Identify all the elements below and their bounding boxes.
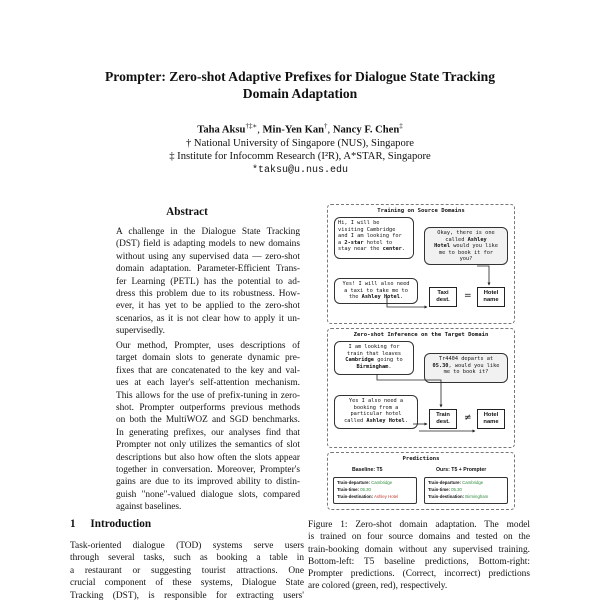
intro-line: Task-oriented dialogue (TOD) systems serve users: [70, 541, 304, 551]
abstract-line: against baselines.: [116, 502, 182, 513]
slot-label: dest.: [436, 297, 450, 303]
utterance-text: particular hotel: [350, 411, 402, 418]
prediction-slot: Train-time:: [428, 487, 450, 492]
utterance-text: .: [388, 363, 392, 370]
author-sep-2: ,: [327, 124, 331, 136]
paper-title: [60, 68, 540, 102]
utterance-highlight: center: [382, 246, 402, 253]
abstract-line: guish "none"-valued dialogue slots, compared: [116, 489, 300, 500]
utterance-text: would you like: [450, 243, 498, 250]
utterance-text: .: [401, 246, 405, 253]
abstract-line: This allows for the use of prefix-tuning in zero-: [116, 390, 300, 401]
panel-predictions-title: Predictions: [402, 456, 440, 462]
title-line-2: Domain Adaptation: [242, 86, 358, 101]
abstract-line: target domain slots to generate dynamic pre-: [116, 353, 300, 364]
utterance-text: called: [344, 417, 367, 424]
baseline-heading: Baseline: T5: [352, 467, 383, 473]
prediction-value: 05.30: [451, 487, 462, 492]
caption-line: are colored (green, red), respectively.: [308, 581, 448, 592]
abstract-line: supervisedly.: [116, 326, 165, 337]
utterance-highlight: 05.30: [432, 362, 449, 369]
utterance-text: Yes I also need a: [348, 398, 404, 404]
utterance-text: and I am looking for: [338, 233, 402, 240]
caption-line: train-booking domain without any supervised training.: [308, 544, 530, 555]
utterance-highlight: Ashley Hotel: [361, 294, 400, 301]
figure-1: [327, 204, 515, 511]
author-1: Taha Aksu: [197, 124, 246, 136]
utterance-text: Okay, there is one: [437, 230, 495, 236]
abstract-line: gains are due to its improved ability to distin-: [116, 477, 300, 488]
abstract-line: Prompter not only utilizes the semantics of slot: [116, 440, 300, 451]
intro-paragraph: [70, 540, 304, 602]
abstract-line: Our method, Prompter, uses descriptions of: [116, 341, 300, 351]
slot-label: dest.: [436, 419, 450, 425]
utterance-text: going to: [374, 357, 403, 364]
intro-line: through several tasks, such as booking a table in: [70, 553, 304, 564]
abstract-line: descriptions but also how often the slots appear: [116, 452, 300, 463]
utterance-highlight: 2-star: [344, 239, 364, 246]
utterance-highlight: Hotel: [434, 243, 451, 250]
utterance-highlight: Ashley: [467, 236, 487, 243]
abstract-line: without using any supervised data — zero-shot: [116, 251, 300, 262]
slot-label: Taxi: [437, 290, 449, 296]
utterance-text: stay near the: [338, 246, 383, 253]
author-block: [60, 120, 540, 177]
prediction-slot: Train-departure:: [428, 480, 461, 485]
intro-line: a restaurant or suggesting tourist attractions. One: [70, 565, 304, 576]
utterance-text: Yes! I will also need: [342, 281, 410, 287]
utterance-text: me to book it for: [438, 249, 494, 256]
title-line-1: Prompter: Zero-shot Adaptive Prefixes for Dialogue State Tracking: [104, 69, 496, 84]
abstract-line: fixes that are concatenated to the key and val-: [116, 365, 300, 376]
figure-arrows: [327, 204, 515, 511]
utterance-text: train that leaves: [346, 350, 402, 357]
abstract-line: fer Learning (PETL) has the potential to ad-: [116, 276, 300, 287]
abstract-line: ues at each layer's self-attention mechanism.: [116, 378, 300, 389]
author-2: Min-Yen Kan: [262, 124, 325, 136]
utterance-highlight: Cambridge: [345, 357, 374, 364]
abstract-line: (DST) field is adapting models to new domains: [116, 239, 300, 250]
prediction-slot: Train-departure:: [337, 480, 370, 485]
utterance-text: you?: [459, 256, 473, 263]
caption-line: Bottom-left: T5 baseline predictions, Bottom-right:: [308, 556, 530, 567]
abstract-line: scenarios, as it is not clear how to apply it un-: [116, 313, 300, 324]
author-3: Nancy F. Chen: [332, 124, 400, 136]
caption-line: Prompter predictions. (Correct, incorrect) predictions: [308, 569, 530, 580]
arrow-user-to-train-slot: [377, 374, 441, 407]
affiliation-1: † National University of Singapore (NUS), Singapore: [185, 137, 415, 149]
intro-number: 1: [70, 518, 76, 530]
panel-training-title: Training on Source Domains: [377, 208, 465, 214]
abstract-line: dress this problem due to its robustness. How-: [116, 289, 300, 300]
utterance-highlight: Birmingham: [356, 363, 389, 370]
author-email: *taksu@u.nus.edu: [251, 164, 348, 176]
utterance-text: .: [399, 294, 404, 301]
utterance-text: Hi, I will be: [338, 220, 380, 226]
utterance-text: me to book it?: [443, 369, 489, 376]
equals-sign: =: [464, 291, 472, 301]
author-1-marks: †‡∗: [245, 122, 258, 130]
prediction-value: Cambridge: [462, 480, 484, 485]
intro-title: Introduction: [90, 518, 152, 530]
utterance-text: Tr4404 departs at: [438, 356, 494, 362]
abstract-line: In generating prefixes, our analyses find that: [116, 427, 300, 438]
author-names: [60, 120, 540, 137]
utterance-highlight: Ashley Hotel: [366, 417, 405, 424]
prediction-value: Birmingham: [465, 494, 489, 499]
utterance-text: the: [348, 294, 362, 301]
intro-line: crucial component of these systems, Dialogue State: [70, 578, 304, 589]
panel-zero-shot-title: Zero-shot Inference on the Target Domain: [353, 332, 489, 338]
abstract-line: together in conversation. Moreover, Prompter's: [116, 465, 300, 476]
abstract-heading: Abstract: [166, 206, 208, 218]
slot-label: Train: [436, 412, 450, 418]
arrow-user-to-taxi-slot: [387, 297, 427, 307]
utterance-text: called: [445, 236, 468, 243]
prediction-slot: Train-destination:: [428, 494, 465, 499]
utterance-text: a: [338, 239, 345, 246]
prediction-value: Ashley Hotel: [374, 494, 399, 499]
arrow-system-to-hotel-slot: [477, 266, 489, 285]
caption-line: is trained on four source domains and tested on the: [308, 532, 530, 543]
intro-heading: [70, 518, 151, 530]
prediction-slot: Train-time:: [337, 487, 359, 492]
prediction-value: Cambridge: [371, 480, 393, 485]
caption-line: Figure 1: Zero-shot domain adaptation. The model: [308, 520, 530, 530]
abstract-line: shot. Prompter outperforms previous methods: [116, 403, 300, 414]
prediction-value: 05.30: [360, 487, 371, 492]
utterance-text: visiting Cambridge: [338, 226, 396, 233]
author-3-marks: ‡: [399, 122, 403, 130]
abstract-line: domain adaptation. Parameter-Efficient Trans-: [116, 264, 300, 275]
affiliation-2: ‡ Institute for Infocomm Research (I²R), A*STAR, Singapore: [169, 151, 431, 163]
utterance-text: I am looking for: [348, 344, 400, 350]
prediction-slot: Train-destination:: [337, 494, 374, 499]
abstract-paragraph-1: [116, 226, 300, 338]
utterance-text: booking from a: [353, 404, 399, 411]
figure-caption: [308, 519, 530, 593]
intro-line: Tracking (DST), is responsible for extracting users': [70, 590, 304, 601]
author-2-marks: †: [324, 122, 328, 130]
utterance-text: .: [404, 417, 408, 424]
utterance-text: hotel to: [363, 239, 393, 246]
slot-label: name: [483, 419, 499, 425]
abstract-line: on both the MultiWOZ and SGD benchmarks.: [116, 415, 300, 426]
slot-label: Hotel: [483, 412, 499, 418]
utterance-text: , would you like: [448, 362, 500, 369]
slot-label: Hotel: [483, 290, 499, 296]
prompter-heading: Ours: T5 + Prompter: [436, 467, 487, 473]
not-equals-sign: ≠: [464, 413, 472, 423]
utterance-text: a taxi to take me to: [344, 287, 408, 294]
author-sep-1: ,: [257, 124, 260, 136]
abstract-line: ever, it has yet to be applied to the zero-shot: [116, 301, 300, 312]
abstract-paragraph-2: [116, 340, 300, 514]
slot-label: name: [483, 297, 499, 303]
abstract-line: A challenge in the Dialogue State Tracking: [116, 227, 300, 237]
